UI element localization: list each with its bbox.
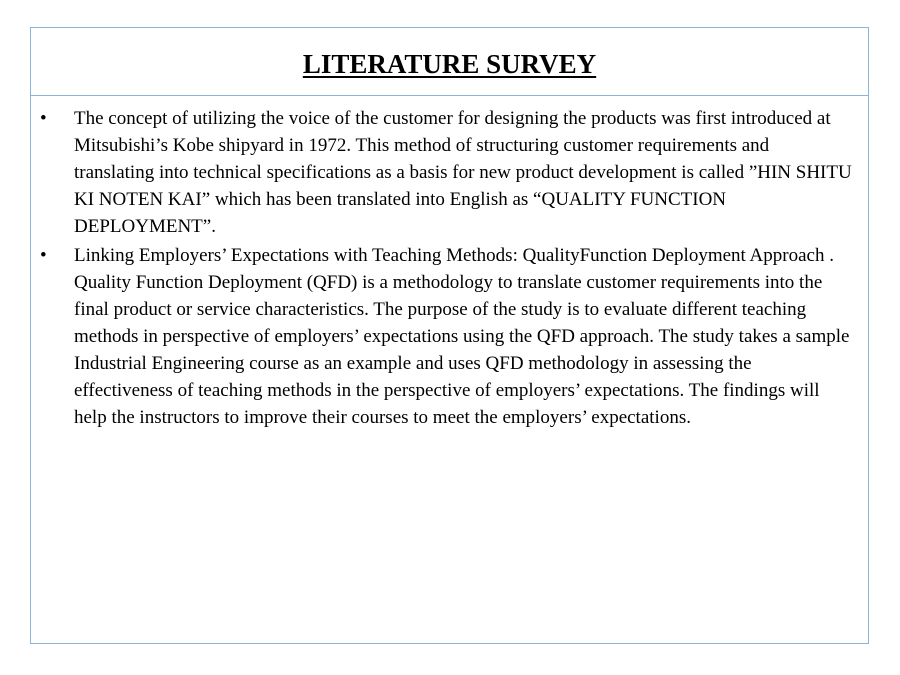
bullet-item <box>31 242 868 431</box>
bullet-text: The concept of utilizing the voice of the customer for designing the products was first introduced at Mitsubishi’s Kobe shipyard in 1972. This method of structuring customer requirements and translating into technical specifications as a basis for new product development is called ”HIN SHITU KI NOTEN KAI” which has been translated into English as “QUALITY FUNCTION DEPLOYMENT”. <box>74 108 852 237</box>
slide-frame <box>30 27 869 644</box>
bullet-marker: • <box>40 245 47 266</box>
bullet-list <box>31 105 868 433</box>
bullet-item <box>31 105 868 240</box>
bullet-text: Linking Employers’ Expectations with Teaching Methods: QualityFunction Deployment Approach . Quality Function Deployment (QFD) is a methodology to translate customer requirements into the final product or service characteristics. The purpose of the study is to evaluate different teaching methods in perspective of employers’ expectations using the QFD approach. The study takes a sample Industrial Engineering course as an example and uses QFD methodology in assessing the effectiveness of teaching methods in the perspective of employers’ expectations. The findings will help the instructors to improve their courses to meet the employers’ expectations. <box>74 245 850 428</box>
bullet-marker: • <box>40 108 47 129</box>
title-area <box>31 28 868 96</box>
slide-title: LITERATURE SURVEY <box>302 49 597 79</box>
